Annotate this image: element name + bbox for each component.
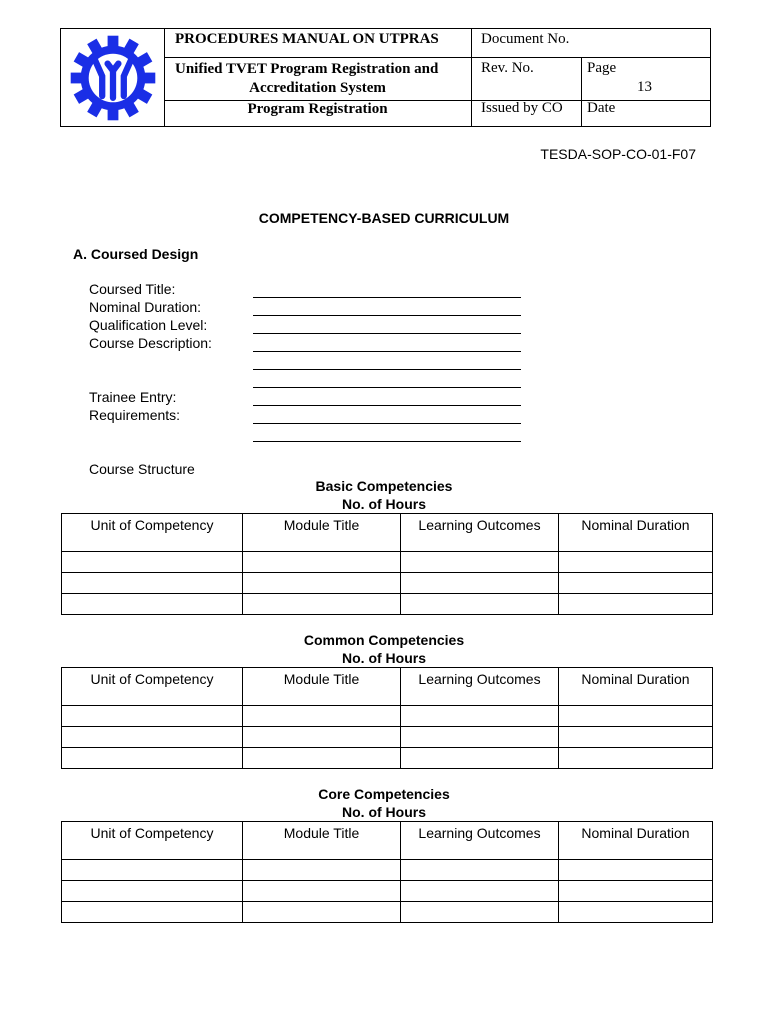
table-cell[interactable] (559, 902, 713, 923)
manual-title: PROCEDURES MANUAL ON UTPRAS (175, 31, 439, 47)
table-cell[interactable] (559, 727, 713, 748)
common-no-of-hours: No. of Hours (342, 650, 426, 666)
table-cell[interactable] (559, 573, 713, 594)
table-cell[interactable] (401, 902, 559, 923)
core-no-of-hours: No. of Hours (342, 804, 426, 820)
table-cell[interactable] (401, 748, 559, 769)
table-cell[interactable] (559, 748, 713, 769)
coursed-title-line[interactable] (253, 297, 521, 298)
core-competencies-title: Core Competencies (318, 786, 450, 802)
table-cell[interactable] (243, 881, 401, 902)
course-structure-label: Course Structure (89, 461, 195, 477)
table-row (62, 594, 713, 615)
col-learning-outcomes: Learning Outcomes (401, 668, 559, 706)
table-cell[interactable] (559, 881, 713, 902)
table-cell[interactable] (243, 573, 401, 594)
table-cell[interactable] (62, 860, 243, 881)
table-cell[interactable] (401, 594, 559, 615)
trainee-entry-label: Trainee Entry: (89, 389, 177, 405)
table-cell[interactable] (62, 902, 243, 923)
common-competencies-title: Common Competencies (303, 632, 465, 648)
table-header-row (62, 668, 713, 706)
form-code: TESDA-SOP-CO-01-F07 (540, 146, 696, 162)
tesda-gear-logo-icon (65, 33, 161, 123)
col-unit-of-competency: Unit of Competency (62, 668, 243, 706)
table-cell[interactable] (401, 573, 559, 594)
basic-no-of-hours: No. of Hours (342, 496, 426, 512)
course-description-line-3[interactable] (253, 387, 521, 388)
col-unit-of-competency: Unit of Competency (62, 514, 243, 552)
course-description-line-1[interactable] (253, 351, 521, 352)
table-cell[interactable] (401, 881, 559, 902)
table-cell[interactable] (243, 902, 401, 923)
table-row (62, 573, 713, 594)
date-label: Date (587, 100, 616, 116)
rev-no-label: Rev. No. (481, 60, 534, 76)
requirements-label: Requirements: (89, 407, 181, 423)
core-competencies-table (61, 821, 713, 923)
col-nominal-duration: Nominal Duration (559, 514, 713, 552)
course-description-label: Course Description: (89, 335, 212, 351)
nominal-duration-line[interactable] (253, 315, 521, 316)
col-learning-outcomes: Learning Outcomes (401, 822, 559, 860)
basic-competencies-table (61, 513, 713, 615)
requirements-line-1[interactable] (253, 423, 521, 424)
table-row (62, 706, 713, 727)
table-cell[interactable] (401, 860, 559, 881)
table-cell[interactable] (401, 552, 559, 573)
table-cell[interactable] (559, 860, 713, 881)
col-nominal-duration: Nominal Duration (559, 668, 713, 706)
section-a-heading: A. Coursed Design (73, 246, 199, 262)
table-row (62, 860, 713, 881)
trainee-entry-line[interactable] (253, 405, 521, 406)
table-header-row (62, 514, 713, 552)
table-row (62, 881, 713, 902)
col-learning-outcomes: Learning Outcomes (401, 514, 559, 552)
table-cell[interactable] (243, 706, 401, 727)
table-cell[interactable] (62, 881, 243, 902)
page-number: 13 (637, 79, 652, 95)
page-label: Page (587, 60, 617, 76)
requirements-line-2[interactable] (253, 441, 521, 442)
col-module-title: Module Title (243, 822, 401, 860)
course-description-line-2[interactable] (253, 369, 521, 370)
table-cell[interactable] (243, 594, 401, 615)
document-title: COMPETENCY-BASED CURRICULUM (258, 210, 510, 226)
table-cell[interactable] (243, 748, 401, 769)
basic-competencies-title: Basic Competencies (315, 478, 453, 494)
table-row (62, 552, 713, 573)
col-module-title: Module Title (243, 514, 401, 552)
table-row (62, 902, 713, 923)
issued-by-label: Issued by CO (481, 100, 563, 116)
col-unit-of-competency: Unit of Competency (62, 822, 243, 860)
table-cell[interactable] (559, 706, 713, 727)
table-cell[interactable] (62, 727, 243, 748)
table-cell[interactable] (62, 748, 243, 769)
nominal-duration-label: Nominal Duration: (89, 299, 202, 315)
qualification-level-line[interactable] (253, 333, 521, 334)
col-nominal-duration: Nominal Duration (559, 822, 713, 860)
document-header (60, 28, 711, 127)
table-row (62, 727, 713, 748)
table-header-row (62, 822, 713, 860)
common-competencies-table (61, 667, 713, 769)
table-cell[interactable] (401, 706, 559, 727)
table-cell[interactable] (559, 594, 713, 615)
table-cell[interactable] (62, 552, 243, 573)
table-cell[interactable] (62, 594, 243, 615)
document-no-label: Document No. (481, 31, 570, 47)
system-title-line1: Unified TVET Program Registration and (175, 61, 439, 77)
section-title: Program Registration (247, 101, 388, 117)
table-cell[interactable] (401, 727, 559, 748)
qualification-level-label: Qualification Level: (89, 317, 208, 333)
table-cell[interactable] (243, 860, 401, 881)
table-row (62, 748, 713, 769)
coursed-title-label: Coursed Title: (89, 281, 176, 297)
table-cell[interactable] (62, 573, 243, 594)
table-cell[interactable] (559, 552, 713, 573)
table-cell[interactable] (62, 706, 243, 727)
col-module-title: Module Title (243, 668, 401, 706)
system-title-line2: Accreditation System (249, 80, 386, 96)
table-cell[interactable] (243, 552, 401, 573)
table-cell[interactable] (243, 727, 401, 748)
